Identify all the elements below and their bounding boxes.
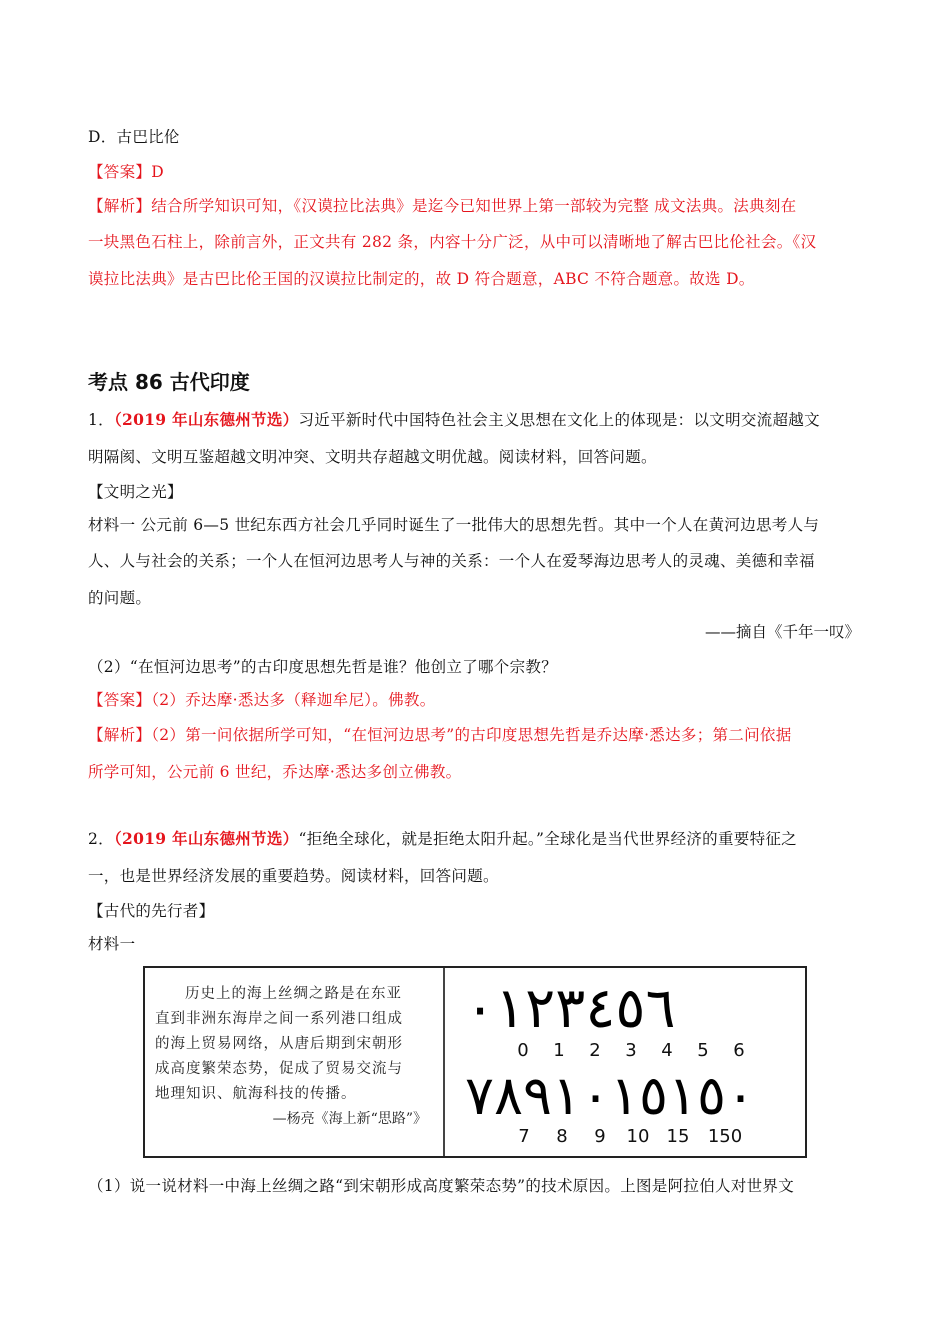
numeral-label: 6 <box>733 1040 745 1061</box>
q1-material-line-3: 的问题。 <box>88 589 152 607</box>
q2-source: （2019 年山东德州节选） <box>113 829 299 848</box>
figure-text-panel <box>145 968 445 1156</box>
analysis-tag: 【解析】 <box>88 197 152 215</box>
numeral-label: 10 <box>626 1126 650 1147</box>
analysis-tag: 【解析】 <box>88 726 152 744</box>
analysis-text: 结合所学知识可知，《汉谟拉比法典》是迄今已知世界上第一部较为完整 成文法典。法典刻在 <box>151 197 797 215</box>
option-d: D．古巴比伦 <box>88 128 180 146</box>
section-heading: 考点 86 古代印度 <box>88 370 250 394</box>
q2-line-1 <box>88 829 797 849</box>
arabic-numerals-row-2: ٧٨٩١٠١٥١٥٠ <box>465 1064 756 1127</box>
analysis-1-line-1 <box>88 196 796 216</box>
numeral-label: 1 <box>553 1040 565 1061</box>
q1-number: 1． <box>88 411 114 429</box>
analysis-1-line-2: 一块黑色石柱上，除前言外，正文共有 282 条，内容十分广泛，从中可以清晰地了解古巴比伦社会。《汉 <box>88 233 817 251</box>
figure-text-line: 历史上的海上丝绸之路是在东亚 <box>185 986 402 1002</box>
analysis-1-line-3: 谟拉比法典》是古巴比伦王国的汉谟拉比制定的，故 D 符合题意，ABC 不符合题意。故选 D。 <box>88 270 755 288</box>
numeral-label: 3 <box>625 1040 637 1061</box>
numeral-label: 150 <box>707 1126 743 1147</box>
numeral-label: 15 <box>666 1126 690 1147</box>
numeral-label: 7 <box>518 1126 530 1147</box>
numeral-label: 9 <box>594 1126 606 1147</box>
western-numerals-row-2 <box>505 1126 751 1147</box>
numeral-label: 8 <box>556 1126 568 1147</box>
figure-passage <box>155 982 433 1107</box>
figure-text-line: 成高度繁荣态势，促成了贸易交流与 <box>155 1061 403 1077</box>
figure-credit: —杨亮《海上新“思路”》 <box>272 1111 427 1127</box>
arabic-numerals-row-1: ٠١٢٣٤٥٦ <box>465 976 676 1041</box>
q1-material-line-1: 材料一 公元前 6—5 世纪东西方社会几乎同时诞生了一批伟大的思想先哲。其中一个人在黄河边思考人与 <box>88 516 820 534</box>
figure-text-line: 直到非洲东海岸之间一系列港口组成 <box>155 1011 403 1027</box>
material-figure <box>143 966 807 1158</box>
q2-text: “拒绝全球化，就是拒绝太阳升起。”全球化是当代世界经济的重要特征之 <box>298 830 797 848</box>
q1-line-1 <box>88 410 820 430</box>
western-numerals-row-1 <box>505 1040 757 1061</box>
answer-1 <box>88 162 164 182</box>
analysis-text: （2）第一问依据所学可知，“在恒河边思考”的古印度思想先哲是乔达摩·悉达多；第二问依据 <box>151 726 792 744</box>
q1-question: （2）“在恒河边思考”的古印度思想先哲是谁？他创立了哪个宗教？ <box>88 658 558 676</box>
q2-material-label: 材料一 <box>88 935 136 953</box>
answer-tag: 【答案】 <box>88 691 152 709</box>
q1-line-2: 明隔阂、文明互鉴超越文明冲突、文明共存超越文明优越。阅读材料，回答问题。 <box>88 448 657 466</box>
q1-answer <box>88 690 436 710</box>
q1-material-line-2: 人、人与社会的关系；一个人在恒河边思考人与神的关系：一个人在爱琴海边思考人的灵魂、美德和幸福 <box>88 552 815 570</box>
q1-text: 习近平新时代中国特色社会主义思想在文化上的体现是：以文明交流超越文 <box>298 411 820 429</box>
answer-text: （2）乔达摩·悉达多（释迦牟尼）。佛教。 <box>151 691 436 709</box>
answer-tag: 【答案】 <box>88 163 152 181</box>
q1-citation: ——摘自《千年一叹》 <box>704 623 860 641</box>
figure-text-line: 的海上贸易网络，从唐后期到宋朝形 <box>155 1036 403 1052</box>
numeral-label: 4 <box>661 1040 673 1061</box>
numerals-panel <box>445 968 805 1156</box>
numeral-label: 2 <box>589 1040 601 1061</box>
numeral-label: 5 <box>697 1040 709 1061</box>
numeral-label: 0 <box>517 1040 529 1061</box>
q2-number: 2． <box>88 830 114 848</box>
q2-sub-question: （1）说一说材料一中海上丝绸之路“到宋朝形成高度繁荣态势”的技术原因。上图是阿拉伯人对世界文 <box>88 1177 795 1195</box>
q1-source: （2019 年山东德州节选） <box>113 410 299 429</box>
q1-analysis-line-1 <box>88 725 792 745</box>
q1-box-title: 【文明之光】 <box>88 483 183 501</box>
q2-box-title: 【古代的先行者】 <box>88 902 215 920</box>
figure-text-line: 地理知识、航海科技的传播。 <box>155 1086 357 1102</box>
answer-value: D <box>151 163 164 181</box>
q2-line-2: 一，也是世界经济发展的重要趋势。阅读材料，回答问题。 <box>88 867 499 885</box>
q1-analysis-line-2: 所学可知，公元前 6 世纪，乔达摩·悉达多创立佛教。 <box>88 763 462 781</box>
